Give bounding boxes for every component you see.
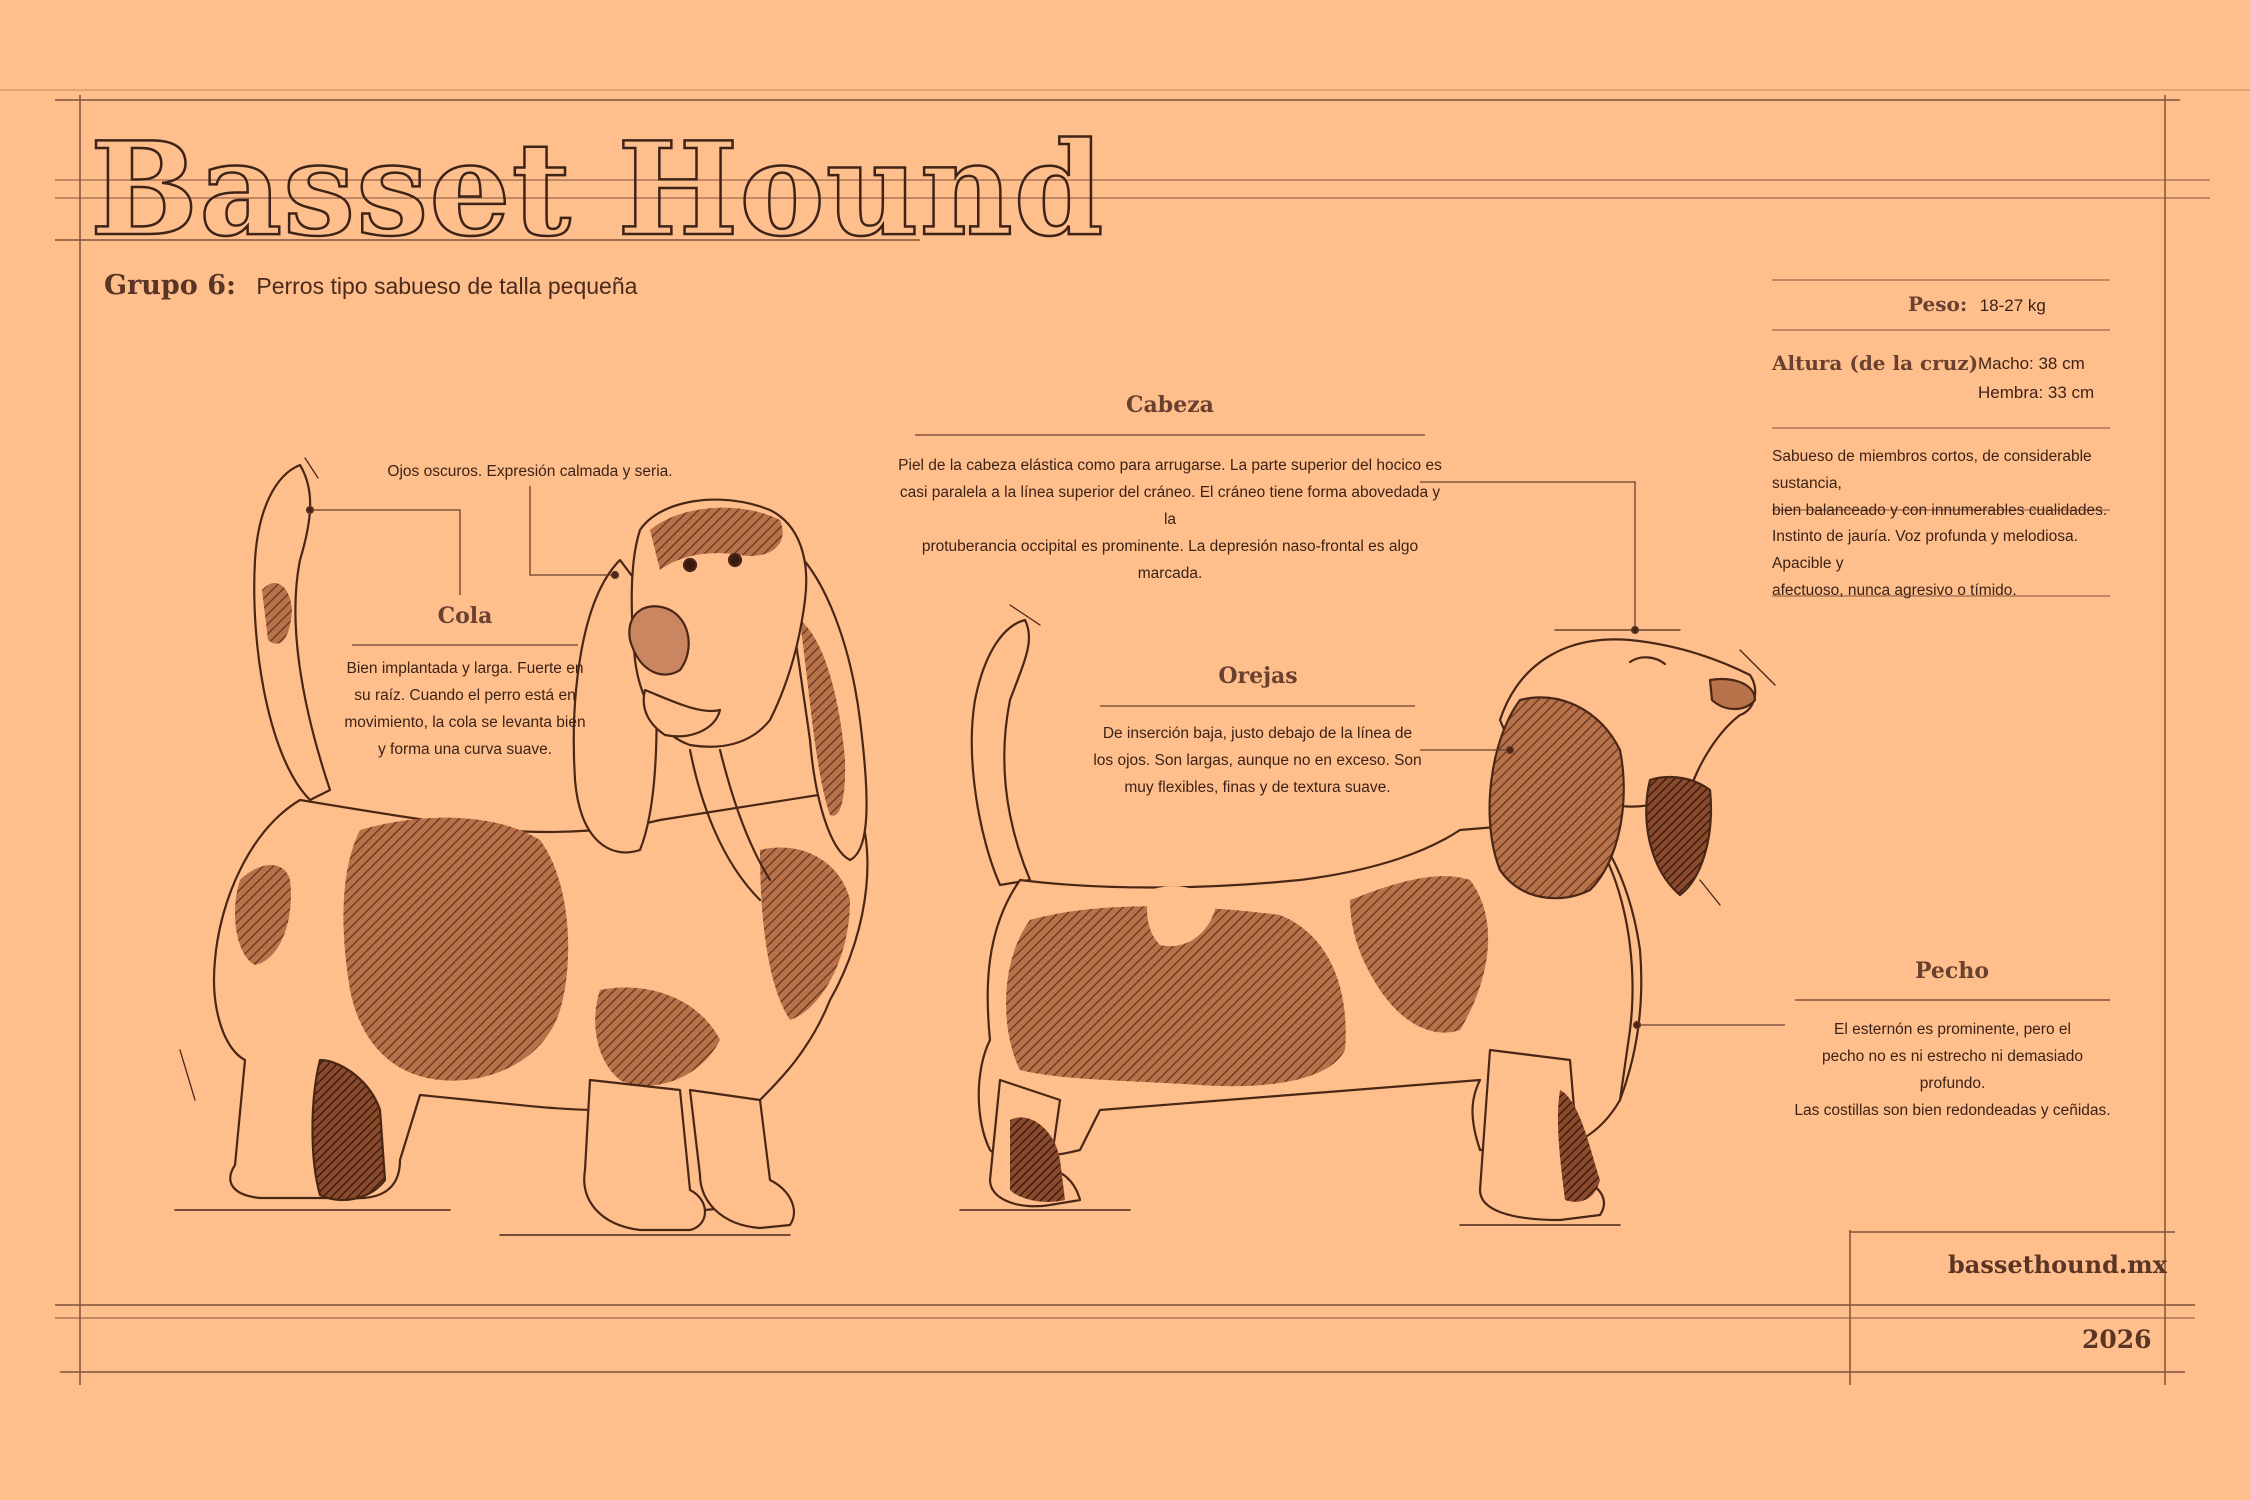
descripcion-line: Sabueso de miembros cortos, de considerable sustancia, (1772, 448, 2092, 492)
cabeza-line: Piel de la cabeza elástica como para arrugarse. La parte superior del hocico es (898, 457, 1442, 474)
group-label: Grupo 6: (104, 270, 236, 301)
group-subtitle (104, 270, 637, 301)
altura-label: Altura (de la cruz) (1772, 351, 1979, 375)
orejas-line: De inserción baja, justo debajo de la línea de (1102, 725, 1413, 742)
annotation-ojos: Ojos oscuros. Expresión calmada y seria. (387, 463, 673, 480)
heading-cola: Cola (437, 603, 493, 629)
orejas-line: muy flexibles, finas y de textura suave. (1124, 779, 1391, 796)
temperamento (1772, 523, 2132, 604)
cola-line: movimiento, la cola se levanta bien (344, 714, 586, 731)
altura-hembra: Hembra: 33 cm (1978, 383, 2095, 402)
annotation-cola (330, 655, 600, 763)
heading-orejas: Orejas (1218, 663, 1298, 689)
annotation-pecho (1790, 1016, 2115, 1124)
group-text: Perros tipo sabueso de talla pequeña (256, 273, 638, 299)
page-title: Basset Hound (90, 115, 1105, 265)
peso-label: Peso: (1908, 292, 1968, 316)
cola-line: Bien implantada y larga. Fuerte en (346, 660, 584, 677)
cola-line: su raíz. Cuando el perro está en (354, 687, 576, 704)
basset-front-view (175, 458, 867, 1235)
temperamento-line: afectuoso, nunca agresivo o tímido. (1772, 582, 2017, 599)
pecho-line: pecho no es ni estrecho ni demasiado profundo. (1821, 1048, 2084, 1092)
annotation-cabeza (895, 452, 1445, 587)
altura-macho: Macho: 38 cm (1978, 354, 2085, 373)
basset-side-view (960, 605, 1775, 1225)
annotation-orejas (1085, 720, 1430, 801)
pecho-line: Las costillas son bien redondeadas y ceñidas. (1794, 1102, 2111, 1119)
peso-value: 18-27 kg (1979, 296, 2046, 315)
footer-year: 2026 (2082, 1325, 2152, 1354)
cabeza-line: casi paralela a la línea superior del cráneo. El cráneo tiene forma abovedada y la (899, 484, 1441, 528)
temperamento-line: Instinto de jauría. Voz profunda y melodiosa. Apacible y (1772, 528, 2078, 572)
descripcion-line: bien balanceado y con innumerables cualidades. (1772, 502, 2108, 519)
cabeza-line: protuberancia occipital es prominente. La depresión naso-frontal es algo marcada. (921, 538, 1419, 582)
descripcion (1772, 443, 2132, 524)
heading-pecho: Pecho (1914, 958, 1989, 984)
orejas-line: los ojos. Son largas, aunque no en exceso. Son (1093, 752, 1422, 769)
stat-peso (1908, 292, 2046, 316)
pecho-line: El esternón es prominente, pero el (1834, 1021, 2071, 1038)
cola-line: y forma una curva suave. (377, 741, 553, 758)
footer-site: bassethound.mx (1948, 1250, 2167, 1279)
heading-cabeza: Cabeza (1126, 392, 1214, 418)
